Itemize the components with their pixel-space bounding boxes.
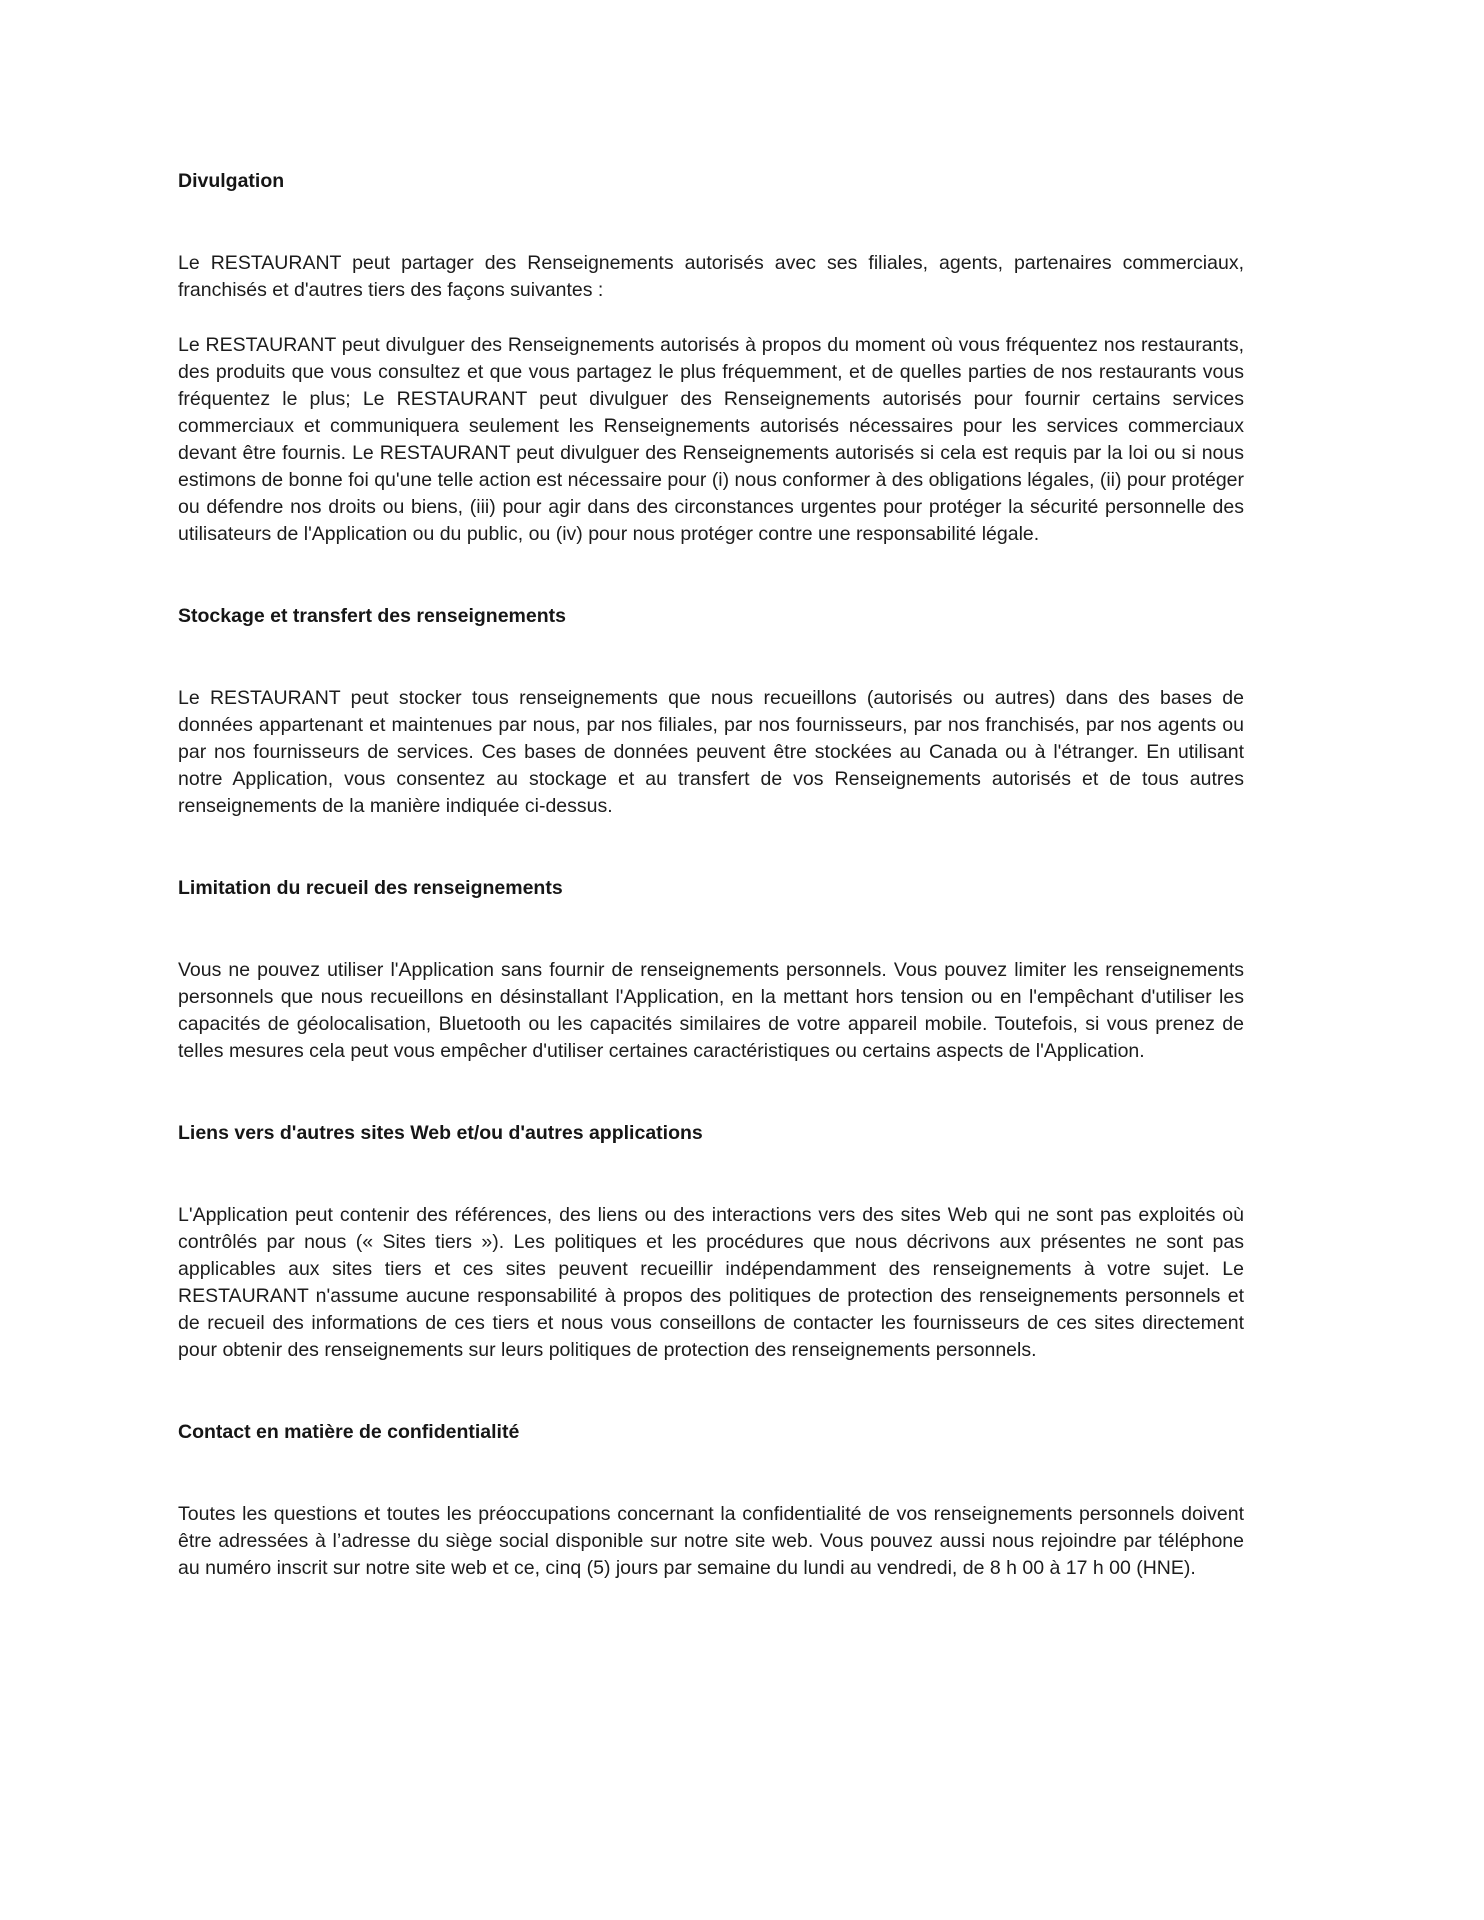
section-divulgation	[178, 168, 1244, 548]
section-limitation-recueil	[178, 875, 1244, 1065]
section-heading-divulgation: Divulgation	[178, 170, 285, 192]
paragraph-divulgation-body: Le RESTAURANT peut divulguer des Renseignements autorisés à propos du moment où vous fréquentez nos restaurants, des produits que vous consultez et que vous partagez le plus fréquemment, et de quelles parties de nos restaurants vous fréquentez le plus; Le RESTAURANT peut divulguer des Renseignements autorisés pour fournir certains services commerciaux et communiquera seulement les Renseignements autorisés nécessaires pour les services commerciaux devant être fournis. Le RESTAURANT peut divulguer des Renseignements autorisés si cela est requis par la loi ou si nous estimons de bonne foi qu'une telle action est nécessaire pour (i) nous conformer à des obligations légales, (ii) pour protéger ou défendre nos droits ou biens, (iii) pour agir dans des circonstances urgentes pour protéger la sécurité personnelle des utilisateurs de l'Application ou du public, ou (iv) pour nous protéger contre une responsabilité légale.	[178, 334, 1244, 545]
section-heading-limitation-recueil: Limitation du recueil des renseignements	[178, 877, 563, 899]
section-contact-confidentialite	[178, 1419, 1244, 1582]
privacy-policy-document	[178, 168, 1244, 1582]
section-stockage-transfert	[178, 603, 1244, 820]
paragraph-contact-confidentialite: Toutes les questions et toutes les préoccupations concernant la confidentialité de vos renseignements personnels doivent être adressées à l’adresse du siège social disponible sur notre site web. Vous pouvez aussi nous rejoindre par téléphone au numéro inscrit sur notre site web et ce, cinq (5) jours par semaine du lundi au vendredi, de 8 h 00 à 17 h 00 (HNE).	[178, 1503, 1244, 1579]
paragraph-limitation-recueil: Vous ne pouvez utiliser l'Application sans fournir de renseignements personnels. Vous pouvez limiter les renseignements personnels que nous recueillons en désinstallant l'Application, en la mettant hors tension ou en l'empêchant d'utiliser les capacités de géolocalisation, Bluetooth ou les capacités similaires de votre appareil mobile. Toutefois, si vous prenez de telles mesures cela peut vous empêcher d'utiliser certaines caractéristiques ou certains aspects de l'Application.	[178, 959, 1244, 1062]
section-heading-contact-confidentialite: Contact en matière de confidentialité	[178, 1421, 520, 1443]
section-heading-stockage-transfert: Stockage et transfert des renseignements	[178, 605, 566, 627]
section-liens-sites-web	[178, 1120, 1244, 1364]
paragraph-divulgation-intro: Le RESTAURANT peut partager des Renseignements autorisés avec ses filiales, agents, partenaires commerciaux, franchisés et d'autres tiers des façons suivantes :	[178, 252, 1244, 301]
paragraph-liens-sites-web: L'Application peut contenir des références, des liens ou des interactions vers des sites Web qui ne sont pas exploités où contrôlés par nous (« Sites tiers »). Les politiques et les procédures que nous décrivons aux présentes ne sont pas applicables aux sites tiers et ces sites peuvent recueillir indépendamment des renseignements à votre sujet. Le RESTAURANT n'assume aucune responsabilité à propos des politiques de protection des renseignements personnels et de recueil des informations de ces tiers et nous vous conseillons de contacter les fournisseurs de ces sites directement pour obtenir des renseignements sur leurs politiques de protection des renseignements personnels.	[178, 1204, 1244, 1361]
section-heading-liens-sites-web: Liens vers d'autres sites Web et/ou d'autres applications	[178, 1122, 703, 1144]
paragraph-stockage-transfert: Le RESTAURANT peut stocker tous renseignements que nous recueillons (autorisés ou autres) dans des bases de données appartenant et maintenues par nous, par nos filiales, par nos fournisseurs, par nos franchisés, par nos agents ou par nos fournisseurs de services. Ces bases de données peuvent être stockées au Canada ou à l'étranger. En utilisant notre Application, vous consentez au stockage et au transfert de vos Renseignements autorisés et de tous autres renseignements de la manière indiquée ci-dessus.	[178, 687, 1244, 817]
